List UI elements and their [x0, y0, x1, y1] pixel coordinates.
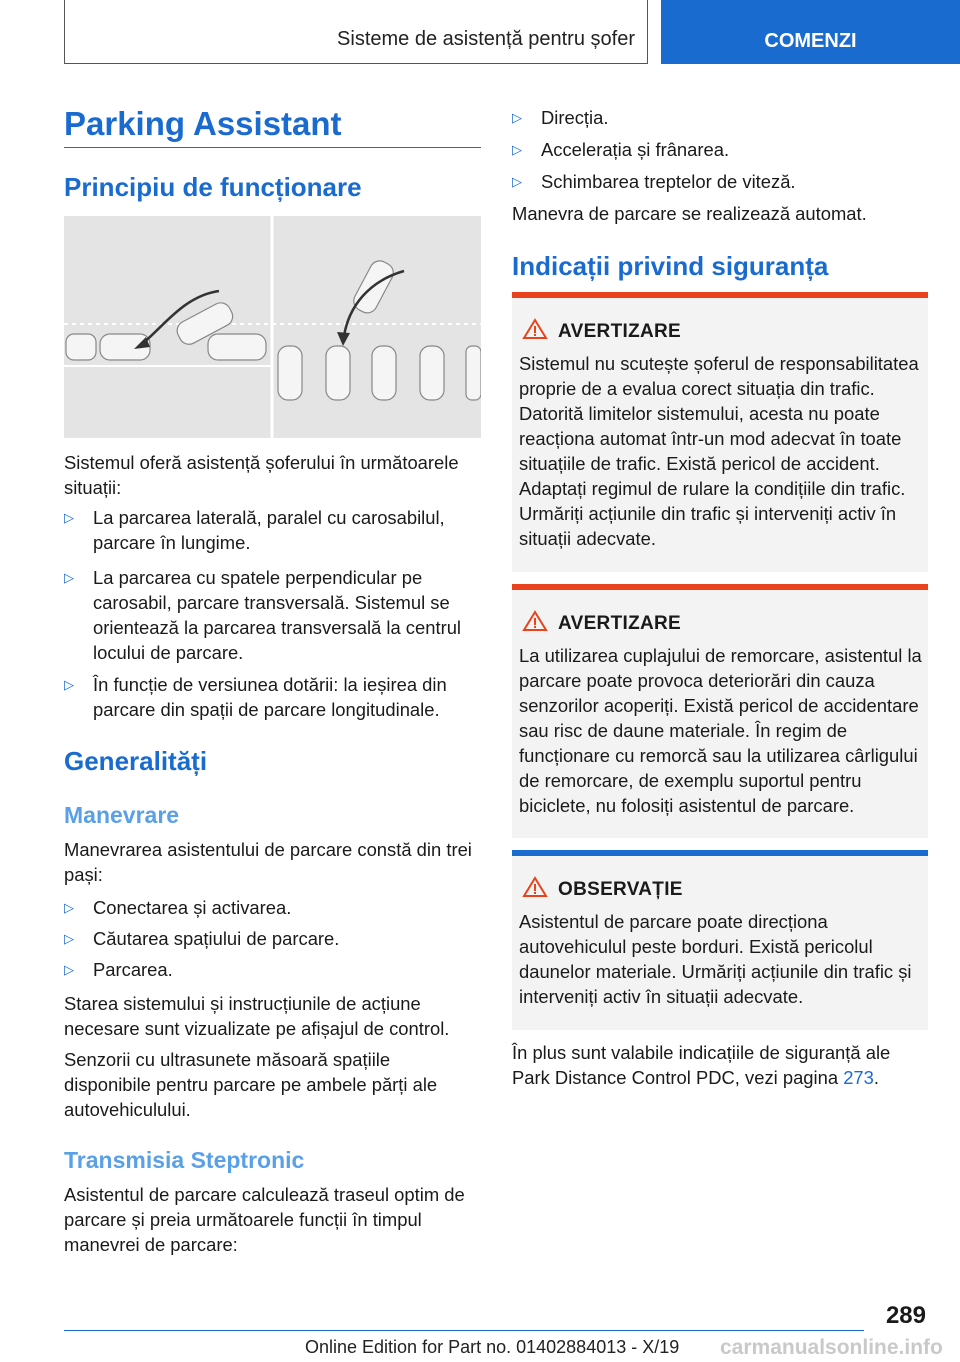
- warning-triangle-icon: [522, 610, 548, 632]
- warning-triangle-icon: [522, 876, 548, 898]
- auto-text: Manevra de parcare se realizează automat.: [512, 203, 867, 224]
- warning-bar: [512, 292, 928, 298]
- warning-title: AVERTIZARE: [558, 613, 681, 634]
- intro-text: Sistemul oferă asistență șoferului în următoarele situații:: [64, 452, 459, 498]
- maneuver-text: Manevrarea asistentului de parcare constă din trei pași:: [64, 839, 472, 885]
- bullet-triangle-icon: ▷: [512, 174, 522, 189]
- notice-box: [512, 850, 928, 1030]
- list-item: ▷ Căutarea spațiului de parcare.: [64, 928, 340, 949]
- steptronic-text: Asistentul de parcare calculează traseul optim de parcare și preia următoarele funcții în timpul manevrei de parcare:: [64, 1184, 465, 1255]
- list-item: ▷ La parcarea laterală, paralel cu carosabilul, parcare în lungime.: [64, 507, 445, 553]
- page-title: Parking Assistant: [64, 105, 342, 142]
- footer-rule: [64, 1330, 864, 1331]
- notice-text: Asistentul de parcare poate direcționa autovehiculul peste borduri. Există pericolul daunelor materiale. Urmăriți acțiunile din trafic și interveniți activ în situații adecvate.: [519, 911, 912, 1007]
- page-number: 289: [885, 1302, 926, 1329]
- warning-bar: [512, 584, 928, 590]
- notice-bar: [512, 850, 928, 856]
- sensors-text: Senzorii cu ultrasunete măsoară spațiile disponibile pentru parcare pe ambele părți ale autovehiculului.: [64, 1049, 438, 1120]
- page-link[interactable]: 273: [843, 1067, 874, 1088]
- warning-text: La utilizarea cuplajului de remorcare, asistentul la parcare poate provoca deteriorări din cauza senzorilor acoperiți. Există pericol de accidentare sau risc de daune materiale. În regim de funcționare cu remorcă sau la utilizarea cârligului de remorcare, de exemplu suportul pentru biciclete, nu folosiți asistentul de parcare.: [519, 645, 922, 816]
- warning-box: [512, 292, 928, 572]
- parking-illustration: [64, 216, 481, 438]
- bullet-triangle-icon: ▷: [64, 510, 74, 525]
- bullet-triangle-icon: ▷: [64, 900, 74, 915]
- list-item: ▷ Parcarea.: [64, 959, 173, 980]
- title-rule: [64, 147, 481, 148]
- list-item: ▷ Conectarea și activarea.: [64, 897, 292, 918]
- list-item: ▷ În funcție de versiunea dotării: la ieșirea din parcare din spații de parcare longitudinale.: [64, 674, 447, 720]
- heading-maneuver: Manevrare: [64, 802, 180, 828]
- tab-label: COMENZI: [764, 30, 857, 52]
- bullet-triangle-icon: ▷: [64, 931, 74, 946]
- section-title: Sisteme de asistență pentru șofer: [337, 28, 635, 50]
- bullet-triangle-icon: ▷: [512, 142, 522, 157]
- list-item: ▷ Schimbarea treptelor de viteză.: [512, 171, 796, 192]
- warning-text: Sistemul nu scutește șoferul de responsabilitatea proprie de a evalua corect situația din trafic. Datorită limitelor sistemului, acesta nu poate reacționa automat într-un mod adecvat în toate situațiile de trafic. Există pericol de accident. Adaptați regimul de rulare la condițiile din trafic. Urmăriți acțiunile din trafic și interveniți activ în situații adecvate.: [519, 353, 919, 549]
- list-item: ▷ Accelerația și frânarea.: [512, 139, 730, 160]
- heading-general: Generalități: [64, 746, 208, 776]
- heading-steptronic: Transmisia Steptronic: [64, 1147, 305, 1173]
- pdc-text: În plus sunt valabile indicațiile de siguranță ale Park Distance Control PDC, vezi pagina 273.: [512, 1042, 891, 1088]
- warning-title: AVERTIZARE: [558, 321, 681, 342]
- tab-comenzi[interactable]: [661, 0, 960, 64]
- bullet-triangle-icon: ▷: [64, 570, 74, 585]
- heading-safety: Indicații privind siguranța: [512, 251, 829, 281]
- bullet-triangle-icon: ▷: [64, 962, 74, 977]
- warning-triangle-icon: [522, 318, 548, 340]
- header-box: [64, 0, 648, 64]
- parking-diagram-svg: [64, 216, 481, 438]
- list-item: ▷ Direcția.: [512, 107, 609, 128]
- bullet-triangle-icon: ▷: [64, 677, 74, 692]
- warning-box: [512, 584, 928, 838]
- status-text: Starea sistemului și instrucțiunile de acțiune necesare sunt vizualizate pe afișajul de control.: [64, 993, 450, 1039]
- heading-principle: Principiu de funcționare: [64, 172, 362, 202]
- bullet-triangle-icon: ▷: [512, 110, 522, 125]
- list-item: ▷ La parcarea cu spatele perpendicular pe carosabil, parcare transversală. Sistemul se orientează la parcarea transversală la centrul locului de parcare.: [64, 567, 462, 663]
- watermark: carmanualsonline.info: [720, 1336, 943, 1359]
- footer-edition: Online Edition for Part no. 01402884013 - X/19: [305, 1337, 680, 1357]
- notice-title: OBSERVAȚIE: [558, 879, 683, 900]
